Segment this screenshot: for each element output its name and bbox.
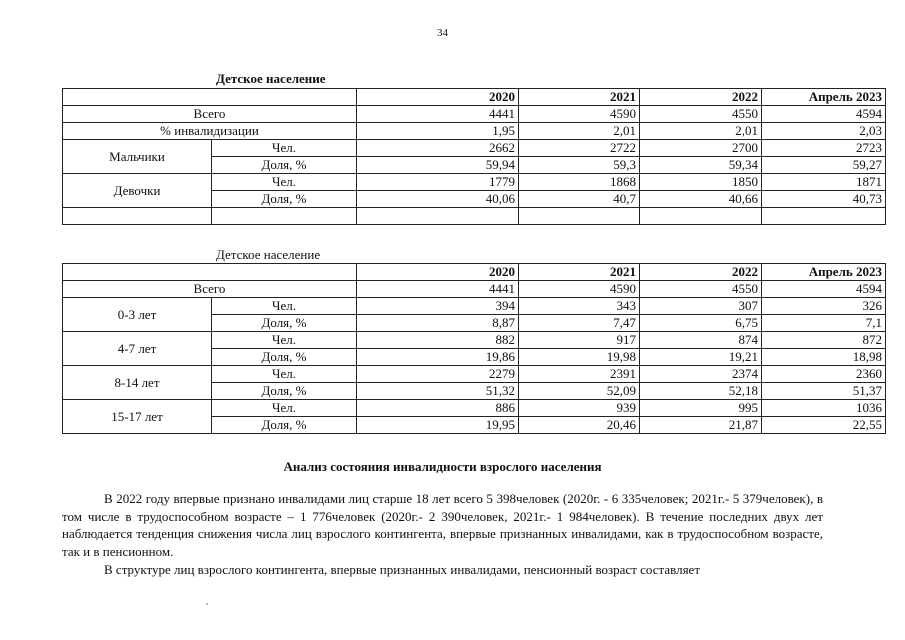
row-label: Доля, % — [212, 157, 357, 174]
group-label: 0-3 лет — [63, 298, 212, 332]
table-cell: 51,32 — [357, 383, 519, 400]
table-cell: 6,75 — [640, 315, 762, 332]
table2-caption: Детское население — [216, 247, 321, 262]
table-cell: 394 — [357, 298, 519, 315]
row-label: % инвалидизации — [63, 123, 357, 140]
children-age-table — [62, 263, 886, 434]
group-label: Мальчики — [63, 140, 212, 174]
table-header-row — [63, 264, 886, 281]
section-title: Анализ состояния инвалидности взрослого населения — [283, 459, 602, 474]
table-cell: 4441 — [357, 281, 519, 298]
row-label: Чел. — [212, 366, 357, 383]
table-cell: 1850 — [640, 174, 762, 191]
table-row — [63, 332, 886, 349]
table-cell: 939 — [519, 400, 640, 417]
table-cell: 2,03 — [762, 123, 886, 140]
row-label: Чел. — [212, 400, 357, 417]
table-cell: 59,34 — [640, 157, 762, 174]
table-cell: 52,18 — [640, 383, 762, 400]
table-cell: 2279 — [357, 366, 519, 383]
row-label: Доля, % — [212, 417, 357, 434]
year-header: 2021 — [519, 89, 640, 106]
table1-caption: Детское население — [216, 71, 326, 86]
table-cell: 20,46 — [519, 417, 640, 434]
table-cell: 343 — [519, 298, 640, 315]
group-label: 15-17 лет — [63, 400, 212, 434]
table-cell: 2722 — [519, 140, 640, 157]
table-cell: 4590 — [519, 106, 640, 123]
row-label: Чел. — [212, 298, 357, 315]
table-cell: 19,95 — [357, 417, 519, 434]
table-cell: 59,27 — [762, 157, 886, 174]
table-cell: 4594 — [762, 281, 886, 298]
table-row — [63, 281, 886, 298]
row-label: Чел. — [212, 140, 357, 157]
row-label: Доля, % — [212, 191, 357, 208]
row-label: Всего — [63, 106, 357, 123]
table-cell: 2,01 — [640, 123, 762, 140]
table-cell: 1779 — [357, 174, 519, 191]
table-row — [63, 140, 886, 157]
table-cell: 1868 — [519, 174, 640, 191]
page-number: 34 — [437, 27, 448, 39]
year-header: 2021 — [519, 264, 640, 281]
table-cell: 4441 — [357, 106, 519, 123]
row-label: Доля, % — [212, 349, 357, 366]
table-row — [63, 106, 886, 123]
table-row — [63, 123, 886, 140]
table-cell: 59,3 — [519, 157, 640, 174]
group-label: 4-7 лет — [63, 332, 212, 366]
table-cell: 40,7 — [519, 191, 640, 208]
table-cell: 2391 — [519, 366, 640, 383]
table-cell: 7,47 — [519, 315, 640, 332]
table-cell: 326 — [762, 298, 886, 315]
scan-speck — [206, 603, 208, 605]
table-cell: 4550 — [640, 281, 762, 298]
table-row — [63, 174, 886, 191]
table-cell: 917 — [519, 332, 640, 349]
table-cell: 59,94 — [357, 157, 519, 174]
group-label: Девочки — [63, 174, 212, 208]
table-row — [63, 298, 886, 315]
table-cell: 21,87 — [640, 417, 762, 434]
table-cell: 872 — [762, 332, 886, 349]
row-label: Всего — [63, 281, 357, 298]
table-cell: 19,86 — [357, 349, 519, 366]
empty-row — [63, 208, 886, 225]
table-cell: 4550 — [640, 106, 762, 123]
table-cell: 19,98 — [519, 349, 640, 366]
table-cell: 995 — [640, 400, 762, 417]
table-cell: 1871 — [762, 174, 886, 191]
table-cell: 2700 — [640, 140, 762, 157]
table-cell: 8,87 — [357, 315, 519, 332]
table-cell: 52,09 — [519, 383, 640, 400]
body-paragraph — [62, 561, 823, 579]
paragraph-text: В 2022 году впервые признано инвалидами лиц старше 18 лет всего 5 398человек (2020г. - 6 335человек; 2021г.- 5 379человек), в том числе в трудоспособном возрасте – 1 776человек (2020г.- 2 390человек, 2021г.- 1 984человек). В течение последних двух лет наблюдается тенденция снижения числа лиц взрослого контингента, впервые признанных инвалидами, как в трудоспособном возрасте, так и в пенсионном. — [62, 491, 823, 559]
table-cell: 882 — [357, 332, 519, 349]
row-label: Доля, % — [212, 315, 357, 332]
table-cell: 18,98 — [762, 349, 886, 366]
paragraph-text: В структуре лиц взрослого контингента, впервые признанных инвалидами, пенсионный возраст составляет — [104, 562, 700, 577]
table-cell: 40,06 — [357, 191, 519, 208]
table-cell: 2,01 — [519, 123, 640, 140]
table-cell: 2723 — [762, 140, 886, 157]
year-header: Апрель 2023 — [762, 264, 886, 281]
table-cell: 2374 — [640, 366, 762, 383]
table-header-row — [63, 89, 886, 106]
group-label: 8-14 лет — [63, 366, 212, 400]
table-cell: 2662 — [357, 140, 519, 157]
table-cell: 22,55 — [762, 417, 886, 434]
table-cell: 7,1 — [762, 315, 886, 332]
table-cell: 1,95 — [357, 123, 519, 140]
row-label: Чел. — [212, 332, 357, 349]
year-header: 2020 — [357, 89, 519, 106]
body-paragraph — [62, 490, 823, 560]
row-label: Доля, % — [212, 383, 357, 400]
table-cell: 4594 — [762, 106, 886, 123]
table-cell: 307 — [640, 298, 762, 315]
year-header: 2020 — [357, 264, 519, 281]
table-cell: 1036 — [762, 400, 886, 417]
children-gender-table — [62, 88, 886, 225]
table-cell: 40,66 — [640, 191, 762, 208]
table-cell: 2360 — [762, 366, 886, 383]
year-header: 2022 — [640, 89, 762, 106]
table-row — [63, 366, 886, 383]
table-cell: 874 — [640, 332, 762, 349]
table-cell: 40,73 — [762, 191, 886, 208]
table-cell: 886 — [357, 400, 519, 417]
table-cell: 4590 — [519, 281, 640, 298]
table-cell: 51,37 — [762, 383, 886, 400]
table-cell: 19,21 — [640, 349, 762, 366]
year-header: Апрель 2023 — [762, 89, 886, 106]
table-row — [63, 400, 886, 417]
row-label: Чел. — [212, 174, 357, 191]
year-header: 2022 — [640, 264, 762, 281]
